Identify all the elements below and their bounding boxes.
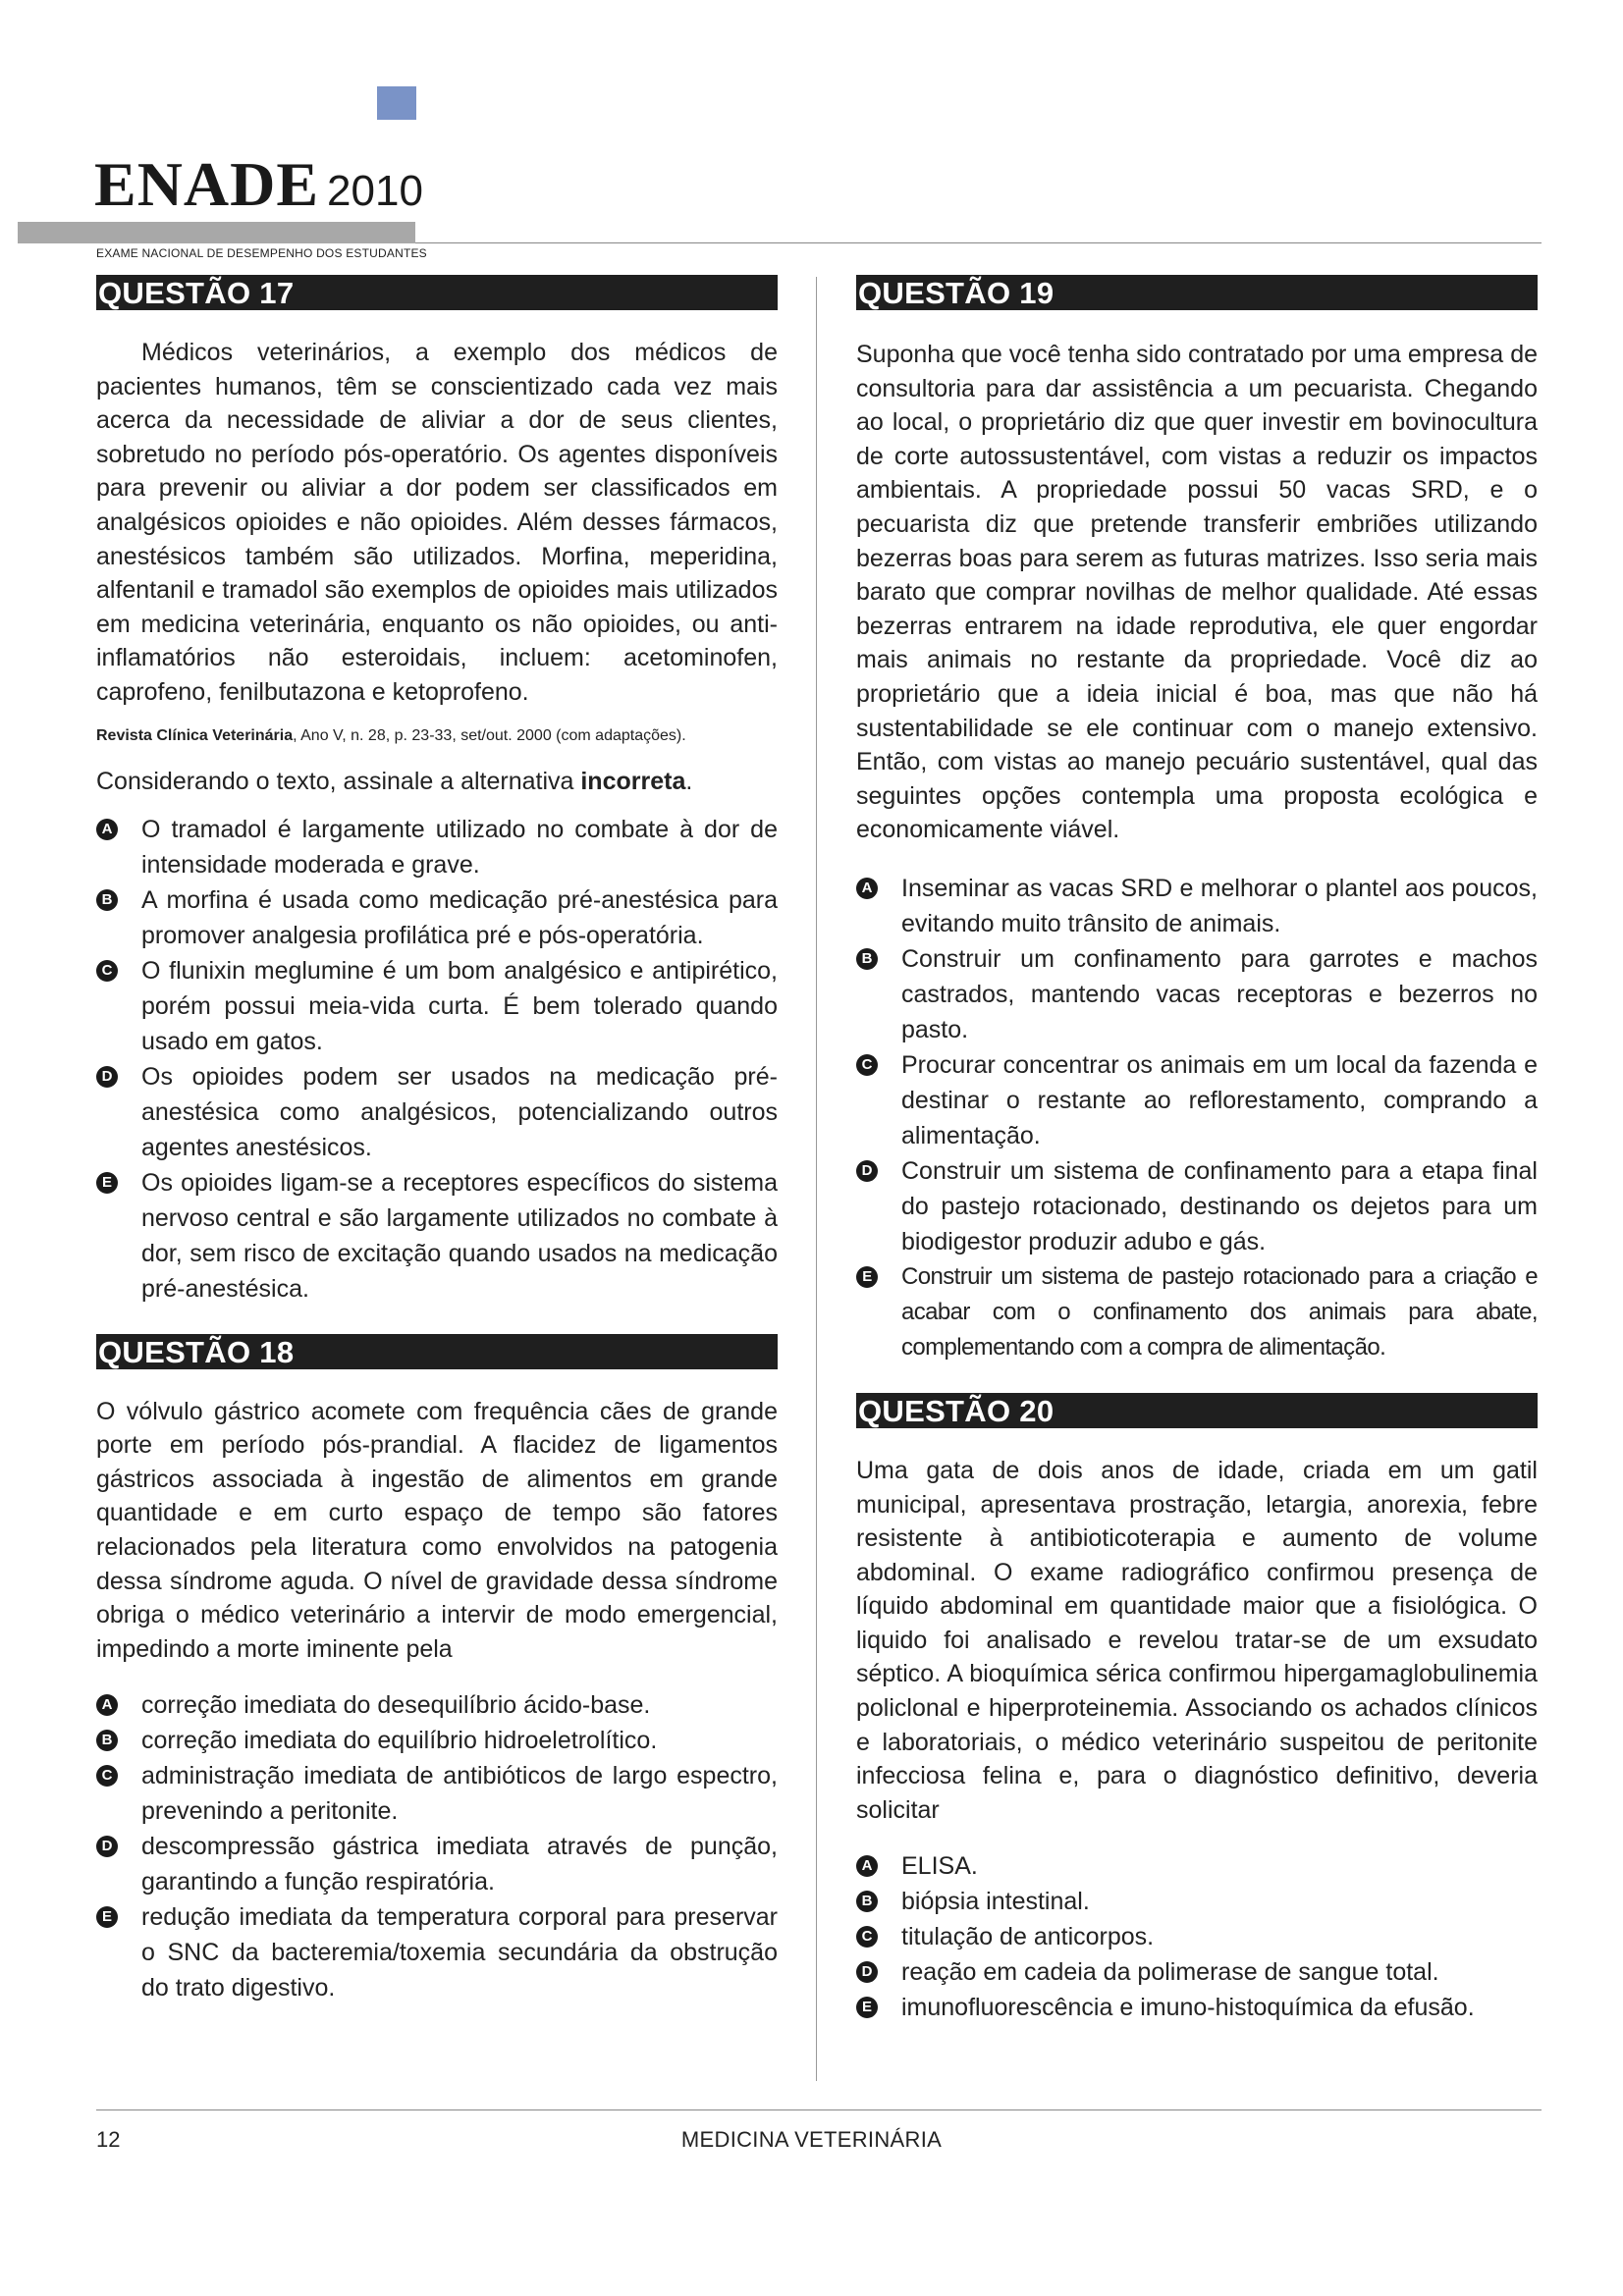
option-text: Construir um sistema de pastejo rotacionado para a criação e acabar com o confinamento dos animais para abate, complementando com a compra de alimentação. bbox=[901, 1262, 1538, 1361]
question-19-title: QUESTÃO 19 bbox=[856, 275, 1538, 310]
option-letter-badge: B bbox=[96, 889, 118, 911]
option-text: Construir um sistema de confinamento para a etapa final do pastejo rotacionado, destinando os dejetos para um biodigestor produzir adubo e gás. bbox=[901, 1156, 1538, 1255]
option-text: reação em cadeia da polimerase de sangue total. bbox=[901, 1958, 1439, 1987]
option-text: Inseminar as vacas SRD e melhorar o plantel aos poucos, evitando muito trânsito de animais. bbox=[901, 874, 1538, 937]
option-letter-badge: B bbox=[96, 1730, 118, 1751]
option-text: Os opioides ligam-se a receptores específicos do sistema nervoso central e são largamente utilizados no combate à dor, sem risco de excitação quando usados na medicação pré-anestésica. bbox=[141, 1168, 778, 1303]
question-18 bbox=[96, 1334, 778, 2006]
option-d[interactable] bbox=[856, 1153, 1538, 1259]
option-text: Procurar concentrar os animais em um local da fazenda e destinar o restante ao reflorestamento, comprando a alimentação. bbox=[901, 1050, 1538, 1149]
option-text: redução imediata da temperatura corporal para preservar o SNC da bacteremia/toxemia secundária da obstrução do trato digestivo. bbox=[141, 1903, 778, 2002]
option-d[interactable] bbox=[96, 1059, 778, 1165]
option-letter-badge: C bbox=[856, 1926, 878, 1948]
question-20-title: QUESTÃO 20 bbox=[856, 1393, 1538, 1428]
option-c[interactable] bbox=[96, 1758, 778, 1829]
option-text: Construir um confinamento para garrotes e machos castrados, mantendo vacas receptoras e bezerros no pasto. bbox=[901, 944, 1538, 1043]
question-19-text: Suponha que você tenha sido contratado por uma empresa de consultoria para dar assistência a um pecuarista. Chegando ao local, o proprietário diz que quer investir em bovinocultura de corte autossustentável, com vistas a reduzir os impactos ambientais. A propriedade possui 50 vacas SRD, e o pecuarista diz que pretende transferir embriões utilizando bezerras boas para serem as futuras matrizes. Isso seria mais barato que comprar novilhas de melhor qualidade. Até essas bezerras entrarem na idade reprodutiva, ele quer engordar mais animais no restante da propriedade. Você diz ao proprietário que a ideia inicial é boa, mas que não há sustentabilidade se ele continuar com o manejo extensivo. Então, com vistas ao manejo pecuário sustentável, qual das seguintes opções contempla uma proposta ecológica e economicamente viável. bbox=[856, 341, 1538, 844]
option-letter-badge: C bbox=[856, 1054, 878, 1076]
option-d[interactable] bbox=[96, 1829, 778, 1899]
option-e[interactable] bbox=[856, 1990, 1538, 2025]
option-letter-badge: E bbox=[96, 1906, 118, 1928]
prompt-text: Considerando o texto, assinale a alternativa bbox=[96, 767, 581, 795]
question-20 bbox=[856, 1393, 1538, 2026]
option-text: Os opioides podem ser usados na medicação pré-anestésica como analgésicos, potencializando outros agentes anestésicos. bbox=[141, 1062, 778, 1161]
option-text: O tramadol é largamente utilizado no combate à dor de intensidade moderada e grave. bbox=[141, 815, 778, 879]
question-18-options bbox=[96, 1687, 778, 2005]
option-letter-badge: D bbox=[96, 1066, 118, 1088]
header-subtitle: EXAME NACIONAL DE DESEMPENHO DOS ESTUDANTES bbox=[96, 246, 427, 260]
option-b[interactable] bbox=[96, 1723, 778, 1758]
option-b[interactable] bbox=[856, 1884, 1538, 1919]
question-17-title: QUESTÃO 17 bbox=[96, 275, 778, 310]
option-letter-badge: C bbox=[96, 1765, 118, 1787]
option-text: biópsia intestinal. bbox=[901, 1888, 1090, 1916]
question-18-text: O vólvulo gástrico acomete com frequência cães de grande porte em período pós-prandial. A flacidez de ligamentos gástricos associada à ingestão de alimentos em grande quantidade e em curto espaço de tempo são fatores relacionados pela literatura como envolvidos na patogenia dessa síndrome aguda. O nível de gravidade dessa síndrome obriga o médico veterinário a intervir de modo emergencial, impedindo a morte iminente pela bbox=[96, 1397, 778, 1663]
option-letter-badge: D bbox=[856, 1961, 878, 1983]
question-17-options bbox=[96, 812, 778, 1307]
option-b[interactable] bbox=[856, 941, 1538, 1047]
option-text: A morfina é usada como medicação pré-anestésica para promover analgesia profilática pré e pós-operatória. bbox=[141, 885, 778, 949]
option-letter-badge: D bbox=[856, 1160, 878, 1182]
question-17 bbox=[96, 275, 778, 1307]
option-a[interactable] bbox=[856, 1848, 1538, 1884]
option-c[interactable] bbox=[96, 953, 778, 1059]
header-rule bbox=[415, 242, 1542, 243]
source-title: Revista Clínica Veterinária bbox=[96, 726, 294, 744]
option-letter-badge: E bbox=[856, 1266, 878, 1288]
option-letter-badge: A bbox=[856, 1855, 878, 1877]
option-letter-badge: D bbox=[96, 1836, 118, 1857]
option-b[interactable] bbox=[96, 882, 778, 953]
option-letter-badge: E bbox=[856, 1997, 878, 2018]
option-text: administração imediata de antibióticos de largo espectro, prevenindo a peritonite. bbox=[141, 1762, 778, 1826]
option-a[interactable] bbox=[856, 871, 1538, 941]
footer-course-title: MEDICINA VETERINÁRIA bbox=[680, 2127, 943, 2152]
enade-logo bbox=[94, 149, 423, 226]
option-letter-badge: A bbox=[856, 878, 878, 899]
option-text: correção imediata do equilíbrio hidroeletrolítico. bbox=[141, 1727, 658, 1755]
question-20-text: Uma gata de dois anos de idade, criada em um gatil municipal, apresentava prostração, letargia, anorexia, febre resistente à antibioticoterapia e aumento de volume abdominal. O exame radiográfico confirmou presença de líquido abdominal em quantidade maior que a fisiológica. O liquido foi analisado e revelou tratar-se de um exsudato séptico. A bioquímica sérica confirmou hipergamaglobulinemia policlonal e hiperproteinemia. Associando os achados clínicos e laboratoriais, o médico veterinário suspeitou de peritonite infecciosa felina e, para o diagnóstico definitivo, deveria solicitar bbox=[856, 1456, 1538, 1824]
header-blue-square bbox=[377, 86, 416, 120]
option-a[interactable] bbox=[96, 812, 778, 882]
option-letter-badge: E bbox=[96, 1172, 118, 1194]
option-letter-badge: C bbox=[96, 960, 118, 982]
option-text: correção imediata do desequilíbrio ácido-base. bbox=[141, 1691, 651, 1720]
question-17-text: Médicos veterinários, a exemplo dos médicos de pacientes humanos, têm se conscientizado cada vez mais acerca da necessidade de aliviar a dor de seus clientes, sobretudo no período pós-operatório. Os agentes disponíveis para prevenir ou aliviar a dor podem ser classificados em analgésicos opioides e não opioides. Além desses fármacos, anestésicos também são utilizados. Morfina, meperidina, alfentanil e tramadol são exemplos de opioides mais utilizados em medicina veterinária, enquanto os não opioides, ou anti-inflamatórios não esteroidais, incluem: acetominofen, caprofeno, fenilbutazona e ketoprofeno. bbox=[96, 339, 778, 706]
option-c[interactable] bbox=[856, 1919, 1538, 1954]
column-divider bbox=[816, 277, 817, 2081]
option-letter-badge: A bbox=[96, 1694, 118, 1716]
option-d[interactable] bbox=[856, 1954, 1538, 1990]
option-letter-badge: A bbox=[96, 819, 118, 840]
question-18-title: QUESTÃO 18 bbox=[96, 1334, 778, 1369]
option-text: descompressão gástrica imediata através de punção, garantindo a função respiratória. bbox=[141, 1833, 778, 1896]
footer-rule bbox=[96, 2109, 1542, 2110]
option-e[interactable] bbox=[96, 1899, 778, 2005]
brand-word: ENADE bbox=[94, 149, 320, 219]
option-text: O flunixin meglumine é um bom analgésico e antipirético, porém possui meia-vida curta. É bem tolerado quando usado em gatos. bbox=[141, 956, 778, 1055]
question-20-options bbox=[856, 1848, 1538, 2025]
prompt-end: . bbox=[685, 767, 693, 795]
question-17-source bbox=[96, 727, 778, 745]
right-column bbox=[856, 275, 1538, 2025]
question-19-options bbox=[856, 871, 1538, 1365]
question-17-prompt bbox=[96, 765, 778, 798]
left-column bbox=[96, 275, 778, 2005]
option-c[interactable] bbox=[856, 1047, 1538, 1153]
option-e[interactable] bbox=[96, 1165, 778, 1307]
question-19 bbox=[856, 275, 1538, 1365]
option-e[interactable] bbox=[856, 1259, 1538, 1365]
option-a[interactable] bbox=[96, 1687, 778, 1723]
header-gray-bar bbox=[18, 222, 415, 243]
source-details: , Ano V, n. 28, p. 23-33, set/out. 2000 (com adaptações). bbox=[293, 726, 686, 744]
option-letter-badge: B bbox=[856, 948, 878, 970]
option-text: ELISA. bbox=[901, 1852, 978, 1881]
option-text: imunofluorescência e imuno-histoquímica da efusão. bbox=[901, 1994, 1475, 2022]
prompt-emphasis: incorreta bbox=[580, 767, 686, 795]
option-letter-badge: B bbox=[856, 1891, 878, 1912]
option-text: titulação de anticorpos. bbox=[901, 1923, 1155, 1951]
brand-year: 2010 bbox=[327, 167, 423, 215]
page-number: 12 bbox=[96, 2127, 121, 2152]
